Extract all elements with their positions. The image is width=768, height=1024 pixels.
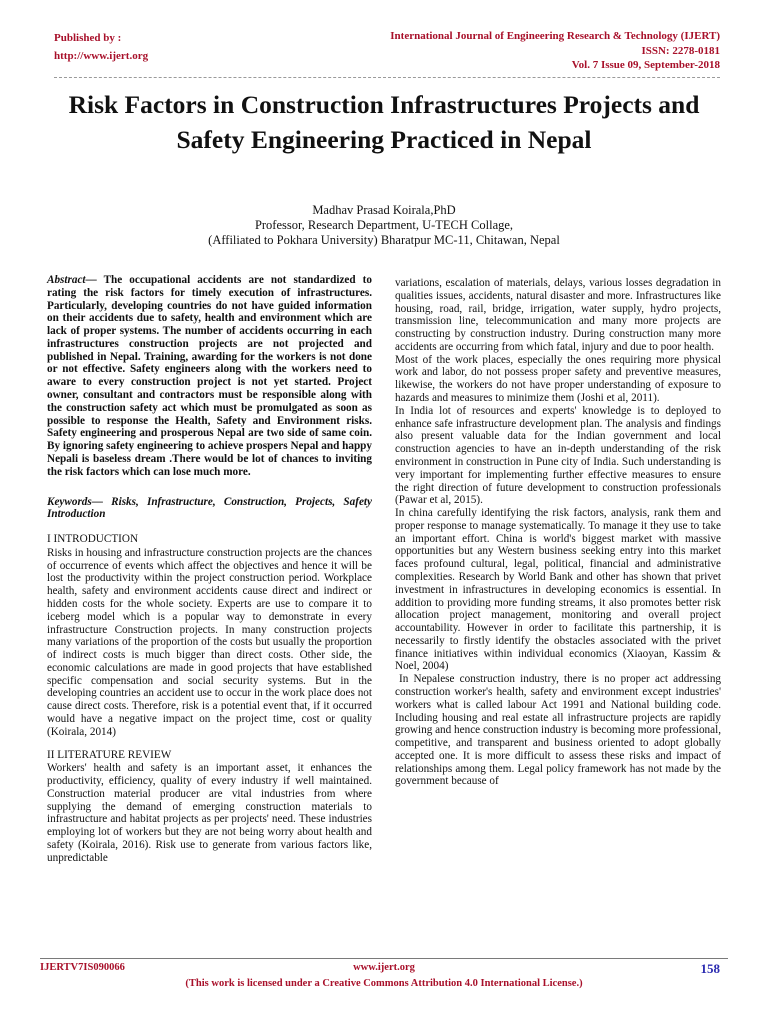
footer-site-link[interactable]: www.ijert.org [353, 962, 415, 973]
abstract-paragraph [47, 274, 372, 479]
body-paragraph-india: In India lot of resources and experts' knowledge is to deployed to enhance safe infrastructure development plan. The analysis and findings also present valuable data for the Indian government and local construction agencies to have an in-depth understanding of the risk environment in construction in Pune city of India. Such understanding is very important for implementing further effective measures to ensure the right direction of future development to construction professionals (Pawar et al, 2015). [395, 404, 721, 507]
published-by-label: Published by : [54, 32, 122, 44]
journal-name: International Journal of Engineering Research & Technology (IJERT) [390, 30, 720, 42]
literature-review-heading: II LITERATURE REVIEW [47, 748, 172, 761]
keywords-paragraph: Keywords— Risks, Infrastructure, Construction, Projects, Safety Introduction [47, 495, 372, 521]
body-paragraph-workplaces: Most of the work places, especially the ones requiring more physical work and labor, do not possess proper safety and preventive measures, likewise, the workers do not have proper understanding of exposure to hazards and measures to minimize them (Joshi et al, 2011). [395, 353, 721, 405]
paper-id: IJERTV7IS090066 [40, 962, 125, 973]
abstract-label: Abstract [47, 274, 86, 286]
publisher-block [54, 29, 148, 65]
author-block [60, 203, 708, 248]
abstract-text: — The occupational accidents are not standardized to rating the risk factors for timely execution of infrastructures. Particularly, developing countries do not have guided information on their accidents due to safety, health and environment which are lack of proper systems. The number of accidents occurring in each infrastructures construction projects are not projected and published in Nepal. Training, awarding for the workers is not done or not effective. Safety engineers along with the workers need to aware to every construction project is not yet started. Project owner, consultant and contractors must be responsible along with the construction safety act which must be promulgated as soon as possible to response the Health, Safety and Environment risks. Safety engineering and prosperous Nepal are two side of same coin. By ignoring safety engineering to achieve prospers Nepal and happy Nepali is baseless dream .There would be lot of chances to inviting the risk factors which can lose much more. [47, 274, 372, 478]
introduction-heading: I INTRODUCTION [47, 533, 139, 546]
journal-url-link[interactable]: http://www.ijert.org [54, 50, 149, 62]
license-notice: (This work is licensed under a Creative Commons Attribution 4.0 International License.) [185, 978, 583, 989]
volume-issue-label: Vol. 7 Issue 09, September-2018 [571, 59, 720, 71]
issn-label: ISSN: 2278-0181 [641, 44, 720, 57]
body-paragraph-nepal: In Nepalese construction industry, there is no proper act addressing construction worker's health, safety and environment except industries' workers what is called labour Act 1991 and National building code. Including housing and real estate all infrastructure projects are rapidly growing and hence construction industry is becoming more professional, competitive, and transparent and business oriented to adopt globally accepted one. It is more difficult to assess these risks and impact of relationships among them. Legal policy framework has not made by the government because of [395, 673, 721, 788]
page-number: 158 [700, 961, 720, 976]
paper-title: Risk Factors in Construction Infrastructures Projects and Safety Engineering Practiced in Nepal [68, 90, 700, 154]
journal-info-block [390, 29, 720, 73]
left-column [47, 274, 372, 865]
introduction-paragraph: Risks in housing and infrastructure construction projects are the chances of occurrence of events which affect the objectives and hence it will be lost the productivity within the project construction period. Workplace health, safety and environment accidents cause direct and indirect or hidden costs for the whole society. Experts are use to compare it to iceberg model which is a popular way to demonstrate in every infrastructure Construction projects. In many construction projects many variations of the proportion of the costs but usually the proportion of indirect costs is much bigger than direct costs. Other side, the economic calculations are made in good projects that have established specific compensation and social security systems. But in the developing countries an accident use to occur in the work place does not cause direct costs. Therefore, risk is a potential event that, if it occurred would have a negative impact on the project time, cost or quality (Koirala, 2014) [47, 546, 372, 738]
header-divider [54, 77, 720, 78]
author-affiliation-2: (Affiliated to Pokhara University) Bharatpur MC-11, Chitawan, Nepal [208, 233, 560, 247]
footer-divider [40, 958, 728, 959]
body-paragraph-variations: variations, escalation of materials, delays, various losses degradation in qualities issues, accidents, natural disaster and more. Infrastructures like housing, road, rail, bridge, irrigation, water supply, hydro projects, transmission line, telecommunication and many more projects are constructing by construction industry. During construction many more accidents are occurring from which fatal, injury and due to poor health. [395, 277, 721, 353]
right-column [395, 277, 721, 788]
author-affiliation-1: Professor, Research Department, U-TECH Collage, [254, 218, 514, 232]
body-paragraph-china: In china carefully identifying the risk factors, analysis, rank them and proper response to manage systematically. To manage it they use to take an important effort. China is world's biggest market with massive opportunities but any Western business seeking entry into this market faces profound cultural, legal, political, financial and administrative complexities. Research by World Bank and other has shown that privet investment in infrastructures in developing economics is essential. In addition to providing more funding streams, it also promotes better risk allocation project management, monitoring and overall project accountability. However in order to facilitate this partnership, it is necessarily to firstly identify the obstacles associated with the privet finance initiatives within individual economics (Xiaoyan, Kassim & Noel, 2004) [395, 507, 721, 673]
author-name: Madhav Prasad Koirala,PhD [312, 203, 456, 217]
literature-review-paragraph: Workers' health and safety is an important asset, it enhances the productivity, efficiency, quality of every industry if well maintained. Construction material producer are vital industries from where supplying the demand of emerging construction materials to infrastructure and habitat projects as per projects' need. These industries employing lot of workers but they are not being worry about health and safety (Koirala, 2016). Risk use to generate from various factors like, unpredictable [47, 762, 372, 864]
